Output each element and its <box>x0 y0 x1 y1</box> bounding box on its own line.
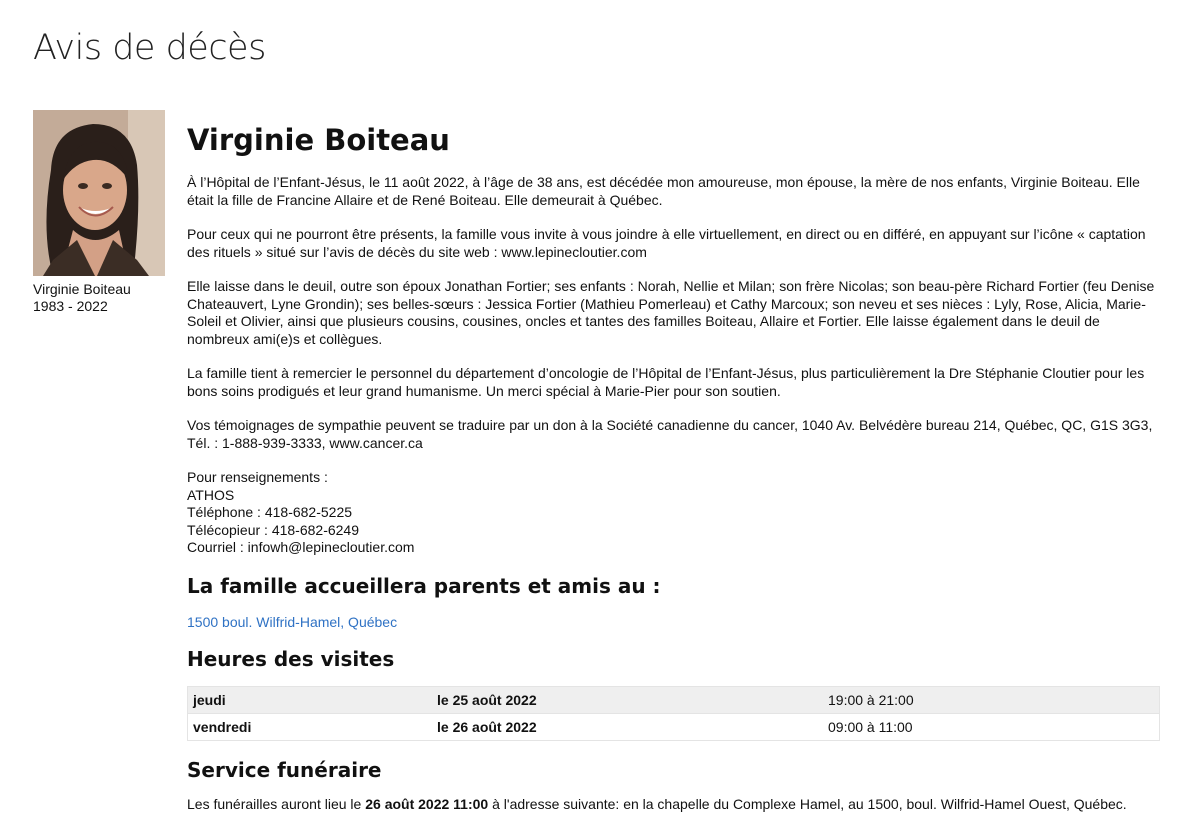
table-row <box>188 713 1160 740</box>
contact-info <box>187 469 1160 557</box>
photo-caption <box>33 281 165 315</box>
service-datetime: 26 août 2022 11:00 <box>365 795 489 812</box>
service-text-after: à l'adresse suivante: en la chapelle du Complexe Hamel, au 1500, boul. Wilfrid-Hamel Ouest, Québec. <box>488 795 1127 812</box>
visit-hours: 09:00 à 11:00 <box>828 718 913 735</box>
obituary-paragraph: Elle laisse dans le deuil, outre son époux Jonathan Fortier; ses enfants : Norah, Nellie et Milan; son frère Nicolas; son beau-père Richard Fortier (feu Denise Chateauvert, Lyne Grondin); ses belles-sœurs : Jessica Fortier (Mathieu Pomerleau) et Cathy Marcoux; son neveu et ses nièces : Lyly, Rose, Alicia, Marie-Soleil et Olivier, ainsi que plusieurs cousins, cousines, oncles et tantes des familles Boiteau, Allaire et Fortier. Elle laisse également dans le deuil de nombreux ami(e)s et collègues. <box>187 278 1155 347</box>
caption-years: 1983 - 2022 <box>33 298 108 314</box>
visits-table <box>187 686 1160 741</box>
contact-phone: Téléphone : 418-682-5225 <box>187 504 353 520</box>
obituary-paragraph: Vos témoignages de sympathie peuvent se traduire par un don à la Société canadienne du cancer, 1040 Av. Belvédère bureau 214, Québec, QC, G1S 3G3, Tél. : 1-888-939-3333, www.cancer.ca <box>187 417 1153 451</box>
sidebar <box>33 110 165 315</box>
portrait-photo <box>33 110 165 276</box>
visits-heading: Heures des visites <box>187 646 395 671</box>
table-row <box>188 686 1160 713</box>
obituary-paragraph: Pour ceux qui ne pourront être présents, la famille vous invite à vous joindre à elle virtuellement, en direct ou en différé, en appuyant sur l’icône « captation des rituels » situé sur l’avis de décès du site web : www.lepinecloutier.com <box>187 226 1146 260</box>
visit-day: jeudi <box>193 691 226 708</box>
deceased-name: Virginie Boiteau <box>187 123 450 157</box>
obituary-main <box>187 120 1160 813</box>
contact-fax: Télécopieur : 418-682-6249 <box>187 521 360 538</box>
page-title: Avis de décès <box>33 28 266 68</box>
contact-company: ATHOS <box>187 486 235 503</box>
service-text-before: Les funérailles auront lieu le <box>187 795 366 812</box>
obituary-paragraph: À l’Hôpital de l’Enfant-Jésus, le 11 août 2022, à l’âge de 38 ans, est décédée mon amoureuse, mon épouse, la mère de nos enfants, Virginie Boiteau. Elle était la fille de Francine Allaire et de René Boiteau. Elle demeurait à Québec. <box>187 174 1140 208</box>
visit-day: vendredi <box>193 718 252 735</box>
reception-address-link[interactable]: 1500 boul. Wilfrid-Hamel, Québec <box>187 613 398 630</box>
caption-name: Virginie Boiteau <box>33 281 131 297</box>
contact-intro: Pour renseignements : <box>187 469 328 485</box>
visit-hours: 19:00 à 21:00 <box>828 691 914 708</box>
visit-date: le 26 août 2022 <box>437 718 537 735</box>
contact-email: Courriel : infowh@lepinecloutier.com <box>187 539 415 555</box>
obituary-paragraph: La famille tient à remercier le personnel du département d’oncologie de l’Hôpital de l’Enfant-Jésus, plus particulièrement la Dre Stéphanie Cloutier pour les bons soins prodigués et leur grand humanisme. Un merci spécial à Marie-Pier pour son soutien. <box>187 365 1145 399</box>
visit-date: le 25 août 2022 <box>437 691 537 708</box>
reception-heading: La famille accueillera parents et amis au : <box>187 573 661 598</box>
service-description <box>187 795 1160 813</box>
service-heading: Service funéraire <box>187 757 382 782</box>
